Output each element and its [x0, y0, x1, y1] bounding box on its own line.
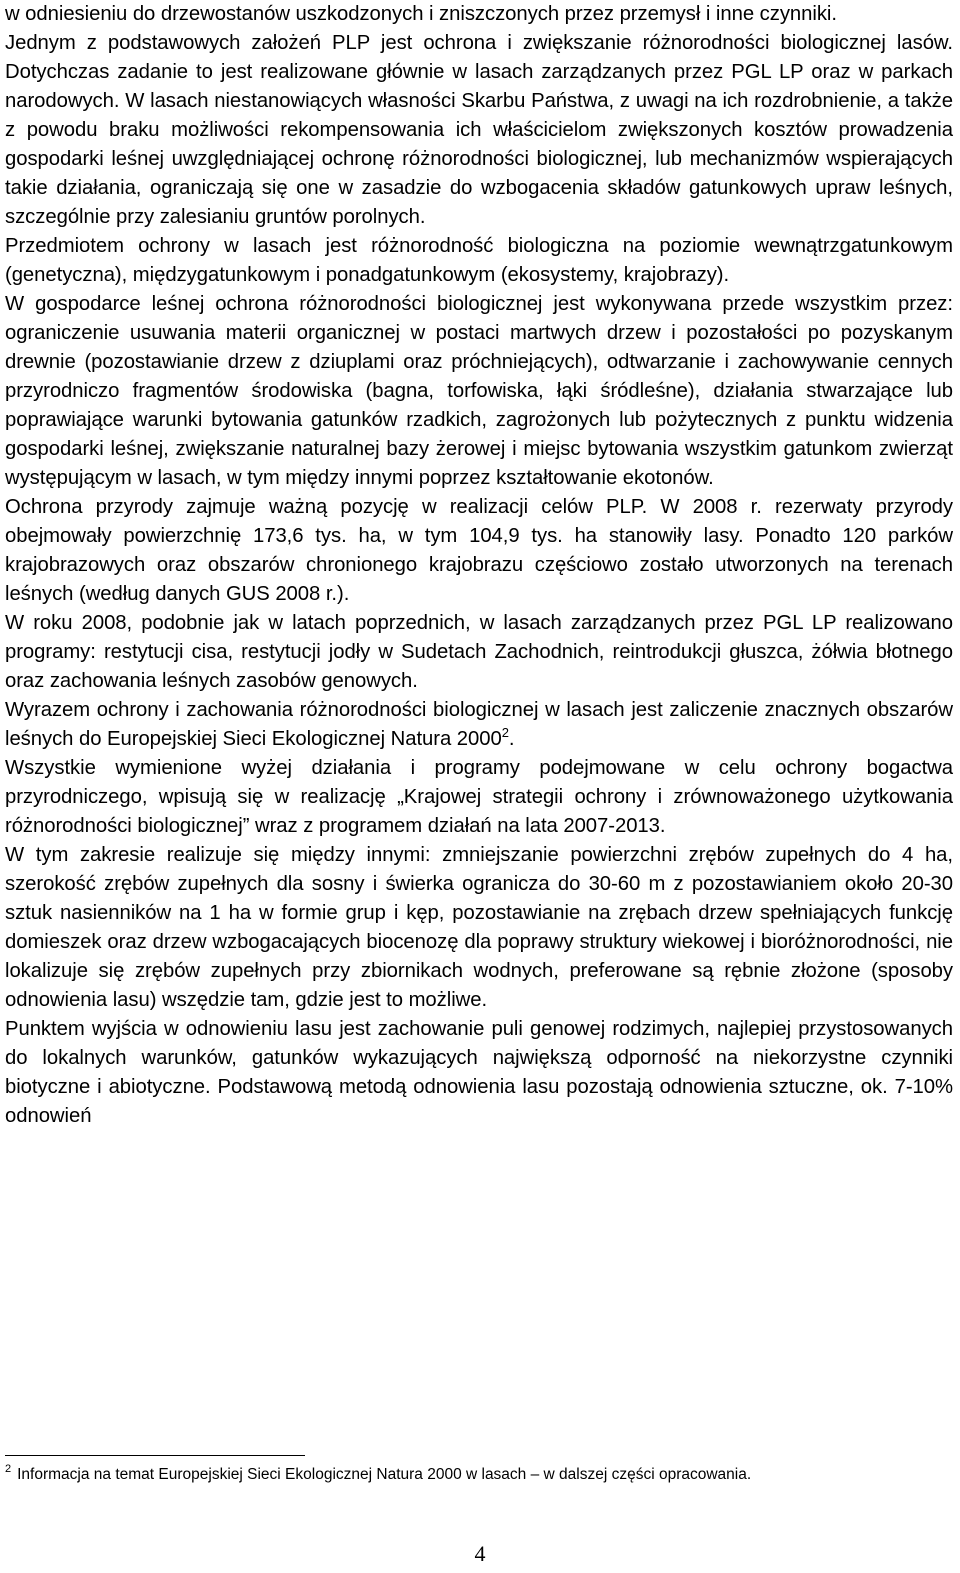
- footnote: [5, 1464, 953, 1486]
- paragraph-nature-protection: Ochrona przyrody zajmuje ważną pozycję w realizacji celów PLP. W 2008 r. rezerwaty przyrody obejmowały powierzchnię 173,6 tys. ha, w tym 104,9 tys. ha stanowiły lasy. Ponadto 120 parków krajobrazowych oraz obszarów chronionego krajobrazu częściowo zostało utworzonych na terenach leśnych (według danych GUS 2008 r.).: [5, 496, 953, 605]
- footnote-number: 2: [5, 1463, 12, 1475]
- footnote-text: Informacja na temat Europejskiej Sieci Ekologicznej Natura 2000 w lasach – w dalszej części opracowania.: [17, 1466, 752, 1483]
- paragraph-continuation: w odniesieniu do drzewostanów uszkodzonych i zniszczonych przez przemysł i inne czynniki.: [5, 3, 837, 25]
- page-number: 4: [474, 1541, 486, 1566]
- paragraph-natura-2000: [5, 696, 953, 754]
- paragraph-regeneration: Punktem wyjścia w odnowieniu lasu jest zachowanie puli genowej rodzimych, najlepiej przystosowanych do lokalnych warunków, gatunków wykazujących największą odporność na niekorzystne czynniki biotyczne i abiotyczne. Podstawową metodą odnowienia lasu pozostają odnowienia sztuczne, ok. 7-10% odnowień: [5, 1018, 953, 1127]
- document-body: [5, 0, 953, 1131]
- natura-2000-text: Wyrazem ochrony i zachowania różnorodności biologicznej w lasach jest zaliczenie znacznych obszarów leśnych do Europejskiej Sieci Ekologicznej Natura 2000: [5, 699, 953, 750]
- paragraph-protection-subject: Przedmiotem ochrony w lasach jest różnorodność biologiczna na poziomie wewnątrzgatunkowym (genetyczna), międzygatunkowym i ponadgatunkowym (ekosystemy, krajobrazy).: [5, 235, 953, 286]
- natura-2000-period: .: [508, 728, 515, 750]
- paragraph-forest-management: W gospodarce leśnej ochrona różnorodności biologicznej jest wykonywana przede wszystkim przez: ograniczenie usuwania materii organicznej w postaci martwych drzew i pozostałości po pozyskanym drewnie (pozostawianie drzew z dziuplami oraz próchniejących), odtwarzanie i zachowywanie cennych przyrodniczo fragmentów środowiska (bagna, torfowiska, łąki śródleśne), działania stwarzające lub poprawiające warunki bytowania gatunków rzadkich, zagrożonych lub pożytecznych z punktu widzenia gospodarki leśnej, zwiększanie naturalnej bazy żerowej i miejsc bytowania wszystkim gatunkom zwierząt występującym w lasach, w tym między innymi poprzez kształtowanie ekotonów.: [5, 293, 953, 489]
- footnote-reference: 2: [501, 725, 509, 740]
- paragraph-national-strategy: Wszystkie wymienione wyżej działania i programy podejmowane w celu ochrony bogactwa przyrodniczego, wpisują się w realizację „Krajowej strategii ochrony i zrównoważonego użytkowania różnorodności biologicznej” wraz z programem działań na lata 2007-2013.: [5, 757, 953, 837]
- paragraph-plp-assumptions: Jednym z podstawowych założeń PLP jest ochrona i zwiększanie różnorodności biologicznej lasów. Dotychczas zadanie to jest realizowane głównie w lasach zarządzanych przez PGL LP oraz w parkach narodowych. W lasach niestanowiących własności Skarbu Państwa, z uwagi na ich rozdrobnienie, a także z powodu braku możliwości rekompensowania ich właścicielom zwiększonych kosztów prowadzenia gospodarki leśnej uwzględniającej ochronę różnorodności biologicznej, lub mechanizmów wspierających takie działania, ograniczają się one w zasadzie do wzbogacenia składów gatunkowych upraw leśnych, szczególnie przy zalesianiu gruntów porolnych.: [5, 32, 953, 228]
- paragraph-clearcut-rules: W tym zakresie realizuje się między innymi: zmniejszanie powierzchni zrębów zupełnych do 4 ha, szerokość zrębów zupełnych dla sosny i świerka ogranicza do 30-60 m z pozostawianiem około 20-30 sztuk nasienników na 1 ha w formie grup i kęp, pozostawianie na zrębach drzew spełniających funkcję domieszek oraz drzew wzbogacających biocenozę dla poprawy struktury wiekowej i bioróżnorodności, nie lokalizuje się zrębów zupełnych przy zbiornikach wodnych, preferowane są rębnie złożone (sposoby odnowienia lasu) wszędzie tam, gdzie jest to możliwe.: [5, 844, 953, 1011]
- footnote-separator: [5, 1455, 305, 1456]
- paragraph-programs-2008: W roku 2008, podobnie jak w latach poprzednich, w lasach zarządzanych przez PGL LP realizowano programy: restytucji cisa, restytucji jodły w Sudetach Zachodnich, reintrodukcji głuszca, żółwia błotnego oraz zachowania leśnych zasobów genowych.: [5, 612, 953, 692]
